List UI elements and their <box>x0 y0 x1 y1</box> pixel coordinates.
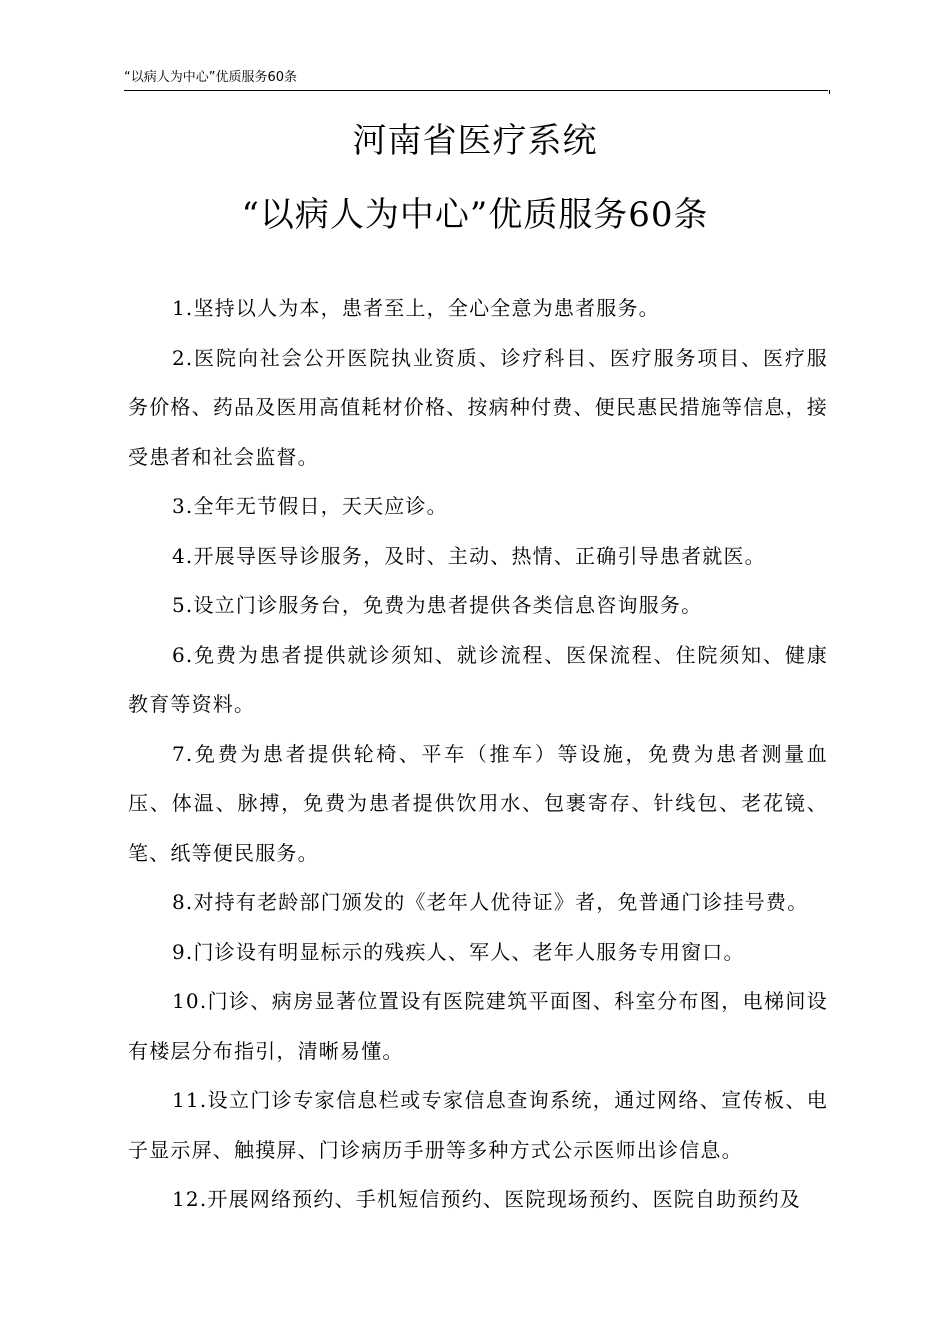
document-title-line2: “以病人为中心”优质服务60条 <box>241 195 709 235</box>
document-body <box>128 284 828 1225</box>
service-item-11: 11.设立门诊专家信息栏或专家信息查询系统，通过网络、宣传板、电子显示屏、触摸屏、门诊病历手册等多种方式公示医师出诊信息。 <box>128 1088 828 1162</box>
service-item-5: 5.设立门诊服务台，免费为患者提供各类信息咨询服务。 <box>172 593 703 617</box>
service-item-1: 1.坚持以人为本，患者至上，全心全意为患者服务。 <box>172 296 660 320</box>
service-item-3: 3.全年无节假日，天天应诊。 <box>172 494 448 518</box>
running-header-title: “以病人为中心”优质服务60条 <box>124 70 298 85</box>
header-rule-tick <box>829 90 830 94</box>
document-title-line1: 河南省医疗系统 <box>352 121 598 161</box>
service-item-6: 6.免费为患者提供就诊须知、就诊流程、医保流程、住院须知、健康教育等资料。 <box>128 642 828 716</box>
service-item-10: 10.门诊、病房显著位置设有医院建筑平面图、科室分布图，电梯间设有楼层分布指引，清晰易懂。 <box>128 989 828 1063</box>
service-item-9: 9.门诊设有明显标示的残疾人、军人、老年人服务专用窗口。 <box>172 939 745 964</box>
running-header <box>124 70 828 91</box>
service-item-2: 2.医院向社会公开医院执业资质、诊疗科目、医疗服务项目、医疗服务价格、药品及医用高值耗材价格、按病种付费、便民惠民措施等信息，接受患者和社会监督。 <box>128 345 828 469</box>
service-item-12: 12.开展网络预约、手机短信预约、医院现场预约、医院自助预约及 <box>172 1187 802 1211</box>
service-item-4: 4.开展导医导诊服务，及时、主动、热情、正确引导患者就医。 <box>172 543 766 568</box>
service-item-7: 7.免费为患者提供轮椅、平车（推车）等设施，免费为患者测量血压、体温、脉搏，免费为患者提供饮用水、包裹寄存、针线包、老花镜、笔、纸等便民服务。 <box>128 741 828 865</box>
service-item-8: 8.对持有老龄部门颁发的《老年人优待证》者，免普通门诊挂号费。 <box>172 890 809 914</box>
